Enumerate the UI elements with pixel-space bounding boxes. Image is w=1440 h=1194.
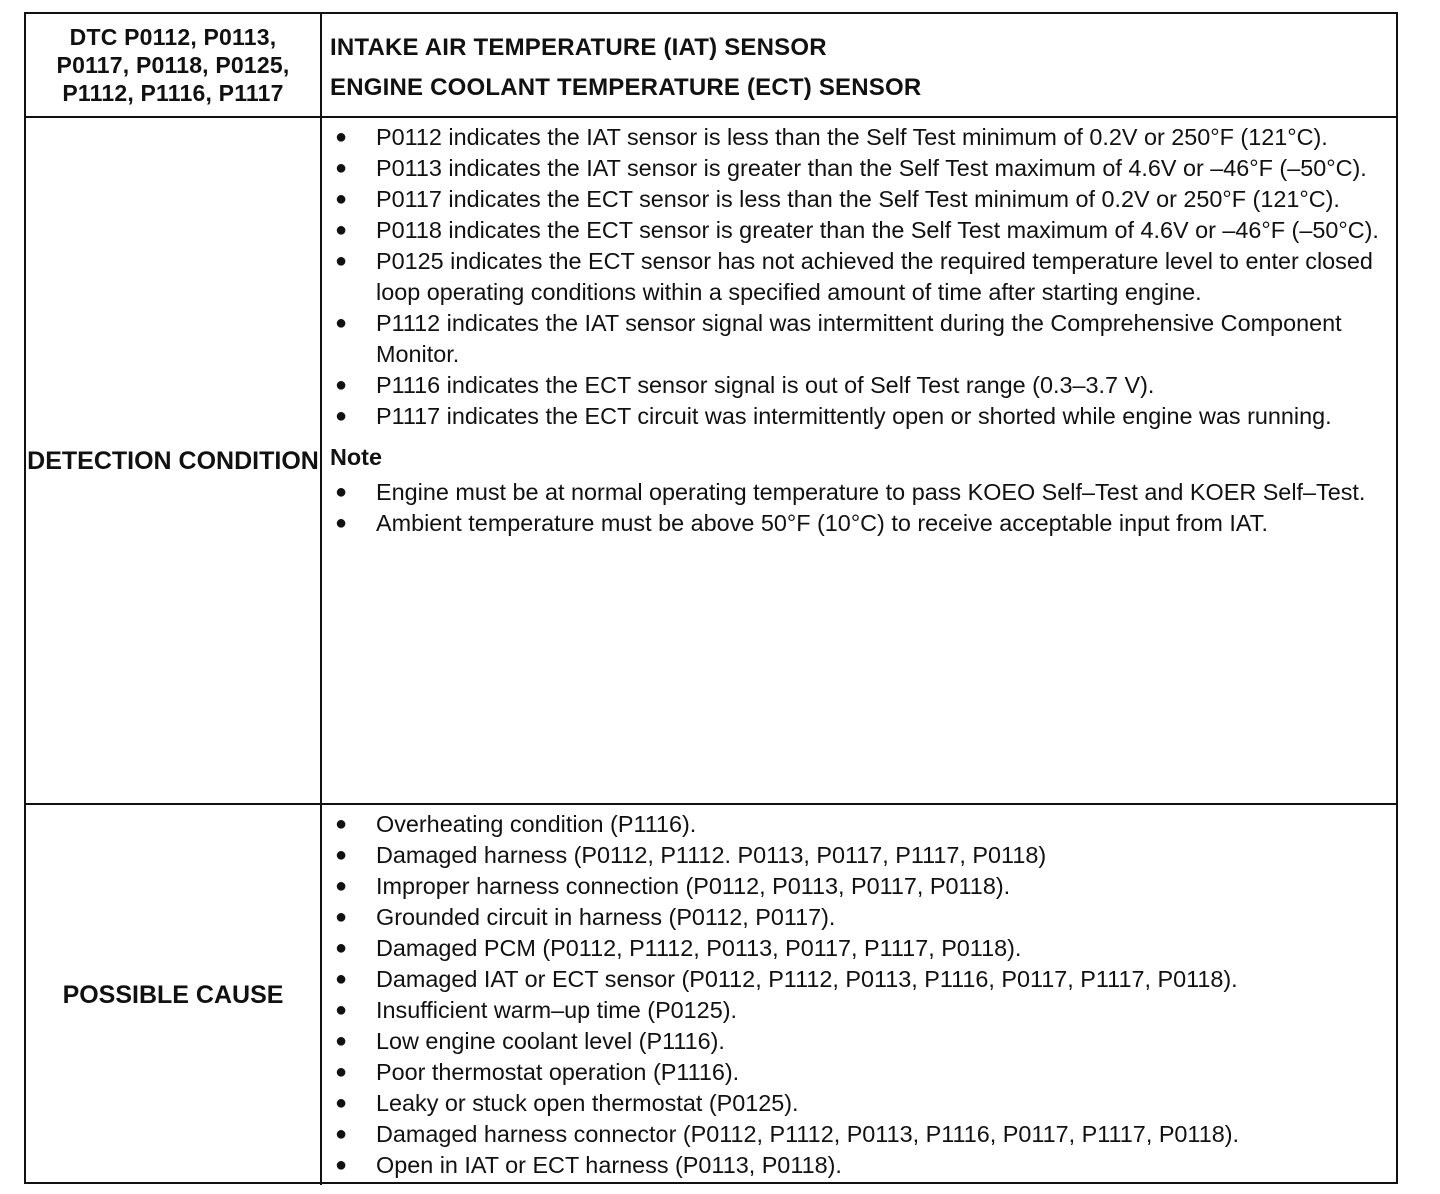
note-item-text: Ambient temperature must be above 50°F (10°C) to receive acceptable input from IAT.: [376, 510, 1268, 536]
detection-item: [330, 184, 1388, 215]
cause-item-text: Improper harness connection (P0112, P0113, P0117, P0118).: [376, 873, 1011, 899]
bullet-icon: ●: [335, 844, 348, 866]
cause-item-text: Low engine coolant level (P1116).: [376, 1028, 725, 1054]
detection-item: [330, 153, 1388, 184]
cause-item: [330, 964, 1388, 995]
detection-item: [330, 246, 1388, 308]
detection-item-text: P1112 indicates the IAT sensor signal was intermittent during the Comprehensive Component Monitor.: [376, 310, 1342, 367]
cause-item-text: Leaky or stuck open thermostat (P0125).: [376, 1090, 799, 1116]
bullet-icon: ●: [335, 250, 348, 272]
cause-item-text: Damaged harness connector (P0112, P1112, P0113, P1116, P0117, P1117, P0118).: [376, 1121, 1240, 1147]
cause-item: [330, 933, 1388, 964]
detection-list: [330, 122, 1388, 432]
cause-item-text: Damaged harness (P0112, P1112. P0113, P0117, P1117, P0118): [376, 842, 1047, 868]
detection-label-cell: [26, 117, 321, 804]
bullet-icon: ●: [335, 1092, 348, 1114]
detection-content: [321, 117, 1396, 804]
cause-item: [330, 1057, 1388, 1088]
bullet-icon: ●: [335, 1154, 348, 1176]
cause-item-text: Damaged IAT or ECT sensor (P0112, P1112, P0113, P1116, P0117, P1117, P0118).: [376, 966, 1238, 992]
bullet-icon: ●: [335, 219, 348, 241]
note-list: [330, 477, 1388, 539]
cause-item: [330, 840, 1388, 871]
cause-item: [330, 995, 1388, 1026]
cause-item-text: Insufficient warm–up time (P0125).: [376, 997, 737, 1023]
note-item: [330, 508, 1388, 539]
bullet-icon: ●: [335, 906, 348, 928]
possible-cause-content: [321, 804, 1396, 1185]
note-item-text: Engine must be at normal operating temperature to pass KOEO Self–Test and KOER Self–Test.: [376, 479, 1366, 505]
bullet-icon: ●: [335, 875, 348, 897]
detection-item-text: P1116 indicates the ECT sensor signal is out of Self Test range (0.3–3.7 V).: [376, 372, 1155, 398]
dtc-table-frame: [24, 12, 1398, 1184]
cause-item: [330, 1026, 1388, 1057]
cause-item: [330, 1150, 1388, 1181]
cause-item-text: Overheating condition (P1116).: [376, 811, 697, 837]
bullet-icon: ●: [335, 1030, 348, 1052]
detection-item-text: P0112 indicates the IAT sensor is less than the Self Test minimum of 0.2V or 250°F (121°C).: [376, 124, 1328, 150]
possible-cause-list: [330, 809, 1388, 1181]
cause-item: [330, 871, 1388, 902]
detection-item-text: P0125 indicates the ECT sensor has not achieved the required temperature level to enter closed loop operating conditions within a specified amount of time after starting engine.: [376, 248, 1373, 305]
note-item: [330, 477, 1388, 508]
cause-item: [330, 1119, 1388, 1150]
header-row: [26, 14, 1396, 117]
bullet-icon: ●: [335, 512, 348, 534]
bullet-icon: ●: [335, 1123, 348, 1145]
detection-label: DETECTION CONDITION: [27, 446, 319, 475]
detection-item: [330, 215, 1388, 246]
possible-cause-label-cell: [26, 804, 321, 1185]
bullet-icon: ●: [335, 405, 348, 427]
bullet-icon: ●: [335, 1061, 348, 1083]
dtc-table: [26, 14, 1396, 1185]
detection-item: [330, 370, 1388, 401]
bullet-icon: ●: [335, 937, 348, 959]
possible-cause-row: [26, 804, 1396, 1185]
detection-item: [330, 401, 1388, 432]
detection-item: [330, 308, 1388, 370]
cause-item: [330, 1088, 1388, 1119]
bullet-icon: ●: [335, 312, 348, 334]
title-cell: [321, 14, 1396, 117]
bullet-icon: ●: [335, 157, 348, 179]
detection-row: [26, 117, 1396, 804]
bullet-icon: ●: [335, 188, 348, 210]
bullet-icon: ●: [335, 481, 348, 503]
cause-item: [330, 902, 1388, 933]
detection-item-text: P0118 indicates the ECT sensor is greater than the Self Test maximum of 4.6V or –46°F (–50°C).: [376, 217, 1379, 243]
bullet-icon: ●: [335, 968, 348, 990]
cause-item-text: Damaged PCM (P0112, P1112, P0113, P0117, P1117, P0118).: [376, 935, 1022, 961]
detection-item-text: P0117 indicates the ECT sensor is less than the Self Test minimum of 0.2V or 250°F (121°C).: [376, 186, 1340, 212]
cause-item: [330, 809, 1388, 840]
bullet-icon: ●: [335, 374, 348, 396]
detection-item: [330, 122, 1388, 153]
cause-item-text: Grounded circuit in harness (P0112, P0117).: [376, 904, 836, 930]
bullet-icon: ●: [335, 813, 348, 835]
note-heading: Note: [330, 444, 382, 470]
cause-item-text: Open in IAT or ECT harness (P0113, P0118).: [376, 1152, 842, 1178]
bullet-icon: ●: [335, 999, 348, 1021]
possible-cause-label: POSSIBLE CAUSE: [62, 981, 284, 1009]
bullet-icon: ●: [335, 126, 348, 148]
detection-item-text: P1117 indicates the ECT circuit was intermittently open or shorted while engine was running.: [376, 403, 1332, 429]
title-ect: ENGINE COOLANT TEMPERATURE (ECT) SENSOR: [330, 74, 922, 101]
dtc-codes-cell: [26, 14, 321, 117]
cause-item-text: Poor thermostat operation (P1116).: [376, 1059, 740, 1085]
dtc-codes: DTC P0112, P0113, P0117, P0118, P0125, P1112, P1116, P1117: [56, 24, 290, 106]
detection-item-text: P0113 indicates the IAT sensor is greater than the Self Test maximum of 4.6V or –46°F (–50°C).: [376, 155, 1367, 181]
title-iat: INTAKE AIR TEMPERATURE (IAT) SENSOR: [330, 34, 827, 61]
